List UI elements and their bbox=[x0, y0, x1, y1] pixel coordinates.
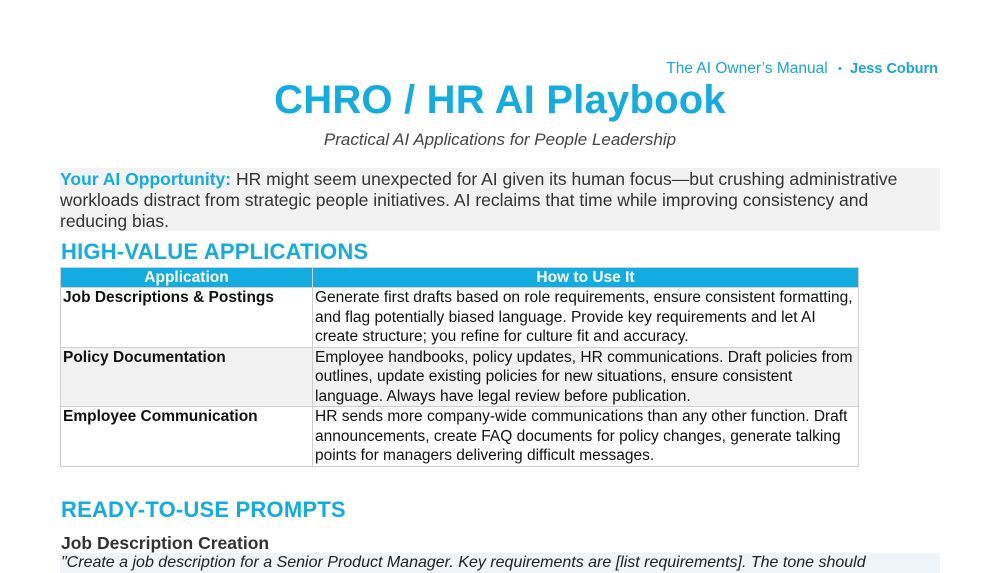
table-row bbox=[61, 407, 859, 467]
application-usage: Generate first drafts based on role requirements, ensure consistent formatting, and flag potentially biased language. Provide key requirements and let AI create structure; you refine for culture fit and accuracy. bbox=[313, 288, 859, 348]
author-name: Jess Coburn bbox=[850, 61, 938, 77]
opportunity-text: HR might seem unexpected for AI given its human focus—but crushing administrative workloads distract from strategic people initiatives. AI reclaims that time while improving consistency and reducing bias. bbox=[60, 169, 898, 231]
page-title: CHRO / HR AI Playbook bbox=[274, 78, 726, 122]
application-name: Policy Documentation bbox=[61, 347, 313, 407]
application-usage: Employee handbooks, policy updates, HR communications. Draft policies from outlines, update existing policies for new situations, ensure consistent language. Always have legal review before publication. bbox=[313, 347, 859, 407]
column-header-application: Application bbox=[61, 268, 313, 288]
application-name: Employee Communication bbox=[61, 407, 313, 467]
table-header-row bbox=[61, 268, 859, 288]
prompt-title: Job Description Creation bbox=[61, 533, 270, 553]
applications-heading: HIGH-VALUE APPLICATIONS bbox=[61, 239, 369, 264]
prompt-text: "Create a job description for a Senior Product Manager. Key requirements are [list requirements]. The tone should bbox=[60, 553, 940, 573]
applications-table bbox=[60, 267, 859, 467]
header-separator: • bbox=[837, 63, 842, 75]
document-header bbox=[666, 60, 938, 78]
table-row bbox=[61, 288, 859, 348]
application-usage: HR sends more company-wide communications than any other function. Draft announcements, create FAQ documents for policy changes, generate talking points for managers delivering difficult messages. bbox=[313, 407, 859, 467]
manual-title: The AI Owner’s Manual bbox=[666, 60, 828, 77]
opportunity-lead: Your AI Opportunity: bbox=[60, 169, 232, 189]
prompts-heading: READY-TO-USE PROMPTS bbox=[61, 497, 346, 522]
opportunity-callout bbox=[60, 168, 940, 231]
table-row bbox=[61, 347, 859, 407]
page-subtitle: Practical AI Applications for People Leadership bbox=[323, 130, 677, 149]
application-name: Job Descriptions & Postings bbox=[61, 288, 313, 348]
column-header-how-to-use: How to Use It bbox=[313, 268, 859, 288]
